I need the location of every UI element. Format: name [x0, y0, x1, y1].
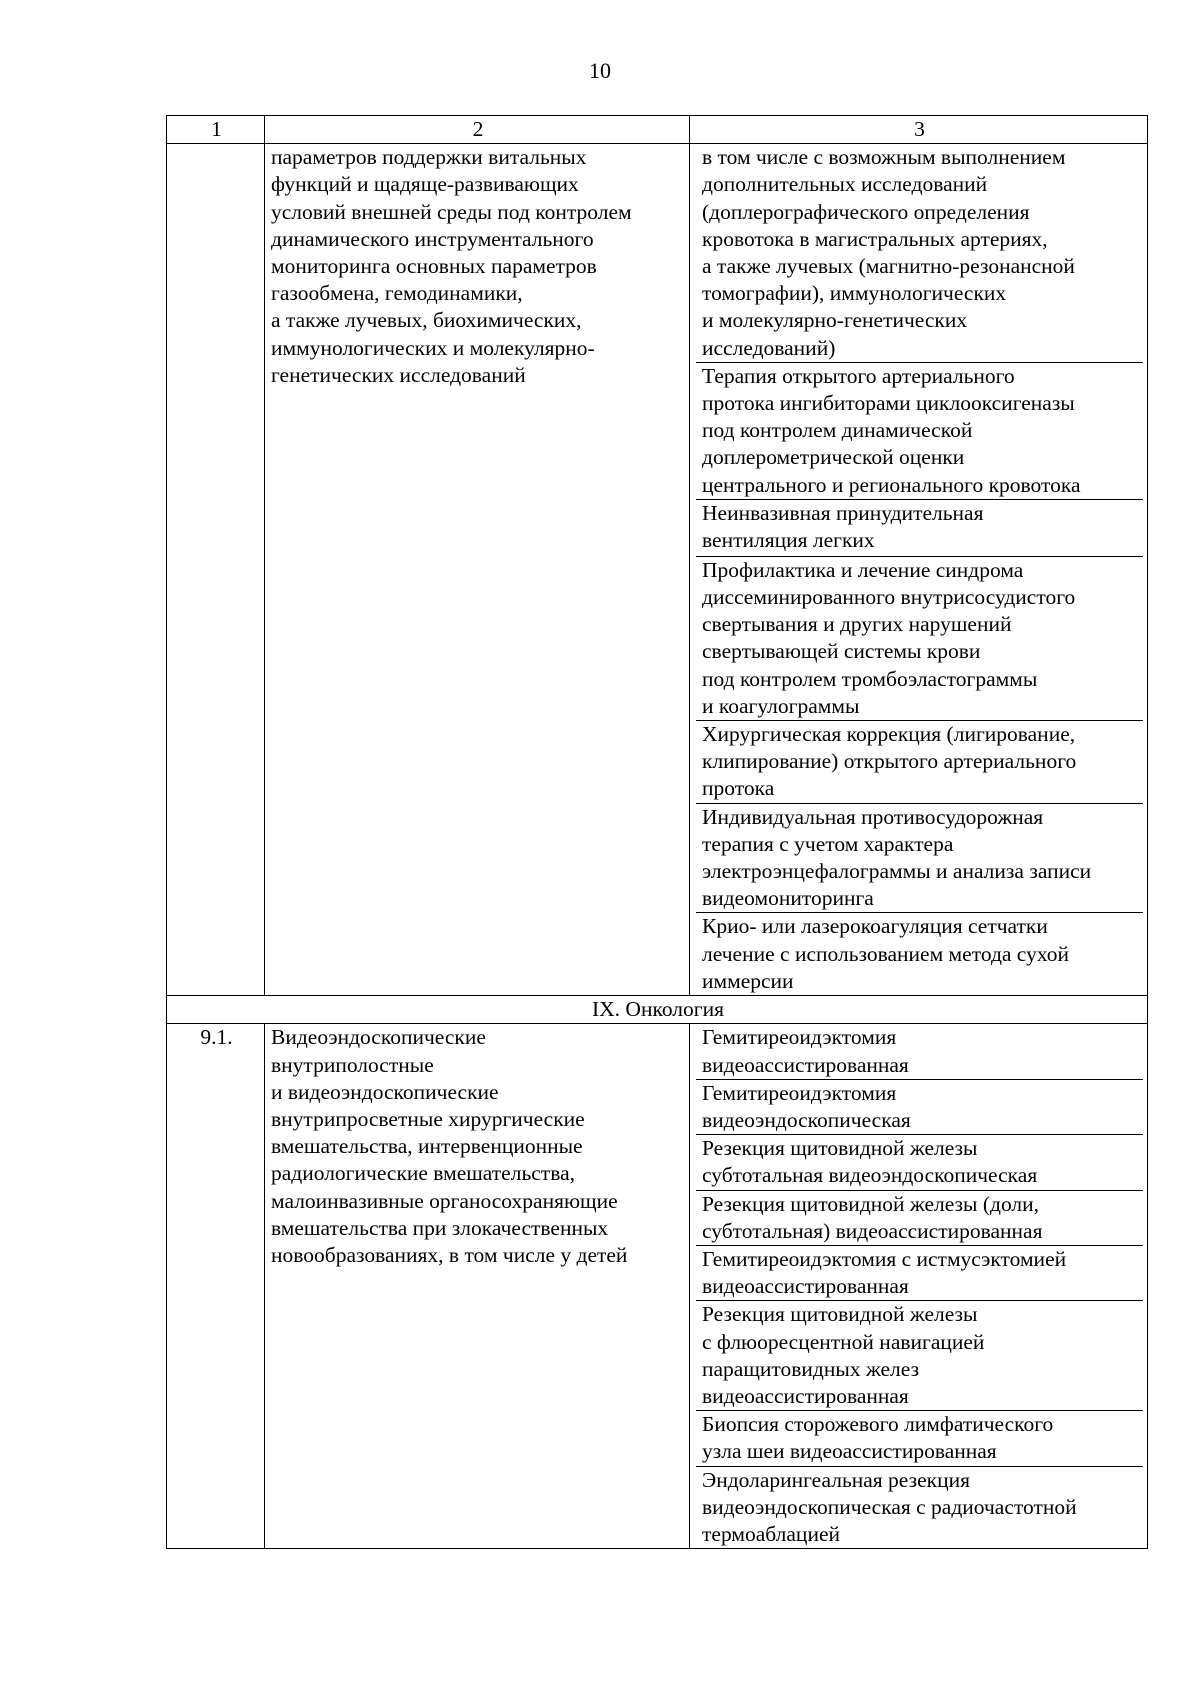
- treatment-list: [690, 144, 1148, 996]
- procedures-table: [166, 115, 1148, 1549]
- table-row: [167, 1024, 1148, 1549]
- header-row: [167, 116, 1148, 144]
- header-col-1: 1: [167, 116, 265, 144]
- treatment-item: Хирургическая коррекция (лигирование, клипирование) открытого артериального протока: [696, 721, 1143, 804]
- method-description: [265, 1024, 690, 1549]
- treatment-list: [690, 1024, 1148, 1549]
- treatment-item: Гемитиреоидэктомия видеоассистированная: [696, 1024, 1143, 1079]
- treatment-item: Гемитиреоидэктомия с истмусэктомией видеоассистированная: [696, 1246, 1143, 1301]
- header-col-2: 2: [265, 116, 690, 144]
- treatment-item: Резекция щитовидной железы с флюоресцентной навигацией паращитовидных желез видеоассистированная: [696, 1301, 1143, 1411]
- method-description: [265, 144, 690, 996]
- treatment-item: Терапия открытого артериального протока ингибиторами циклооксигеназы под контролем динамической доплерометрической оценки центрального и регионального кровотока: [696, 363, 1143, 500]
- method-description-text: параметров поддержки витальных функций и щадяще-развивающих условий внешней среды под контролем динамического инструментального мониторинга основных параметров газообмена, гемодинамики, а также лучевых, биохимических, иммунологических и молекулярно- генетических исследований: [271, 145, 632, 387]
- treatment-item: Резекция щитовидной железы (доли, субтотальная) видеоассистированная: [696, 1191, 1143, 1246]
- section-row: [167, 996, 1148, 1024]
- treatment-item: Резекция щитовидной железы субтотальная видеоэндоскопическая: [696, 1135, 1143, 1190]
- treatment-item: Крио- или лазерокоагуляция сетчатки лечение с использованием метода сухой иммерсии: [702, 914, 1070, 993]
- row-number: 9.1.: [167, 1024, 265, 1549]
- treatment-item: Профилактика и лечение синдрома диссеминированного внутрисосудистого свертывания и других нарушений свертывающей системы крови под контролем тромбоэластограммы и коагулограммы: [696, 557, 1143, 721]
- treatment-item: Эндоларингеальная резекция видеоэндоскопическая с радиочастотной термоаблацией: [702, 1467, 1077, 1546]
- treatment-item: Гемитиреоидэктомия видеоэндоскопическая: [696, 1080, 1143, 1135]
- method-description-text: Видеоэндоскопические внутриполостные и видеоэндоскопические внутрипросветные хирургические вмешательства, интервенционные радиологические вмешательства, малоинвазивные органосохраняющие вмешательства при злокачественных новообразованиях, в том числе у детей: [271, 1025, 628, 1267]
- header-col-3: 3: [690, 116, 1148, 144]
- treatment-item: Неинвазивная принудительная вентиляция легких: [696, 500, 1143, 557]
- table-row: [167, 144, 1148, 996]
- section-title: IX. Онкология: [167, 996, 1148, 1024]
- page-number: 10: [589, 58, 611, 83]
- treatment-item: Биопсия сторожевого лимфатического узла шеи видеоассистированная: [696, 1411, 1143, 1466]
- treatment-item: в том числе с возможным выполнением дополнительных исследований (доплерографического определения кровотока в магистральных артериях, а также лучевых (магнитно-резонансной томографии), иммунологических и молекулярно-генетических исследований): [696, 144, 1143, 363]
- row-number: [167, 144, 265, 996]
- treatment-item: Индивидуальная противосудорожная терапия с учетом характера электроэнцефалограммы и анализа записи видеомониторинга: [696, 804, 1143, 914]
